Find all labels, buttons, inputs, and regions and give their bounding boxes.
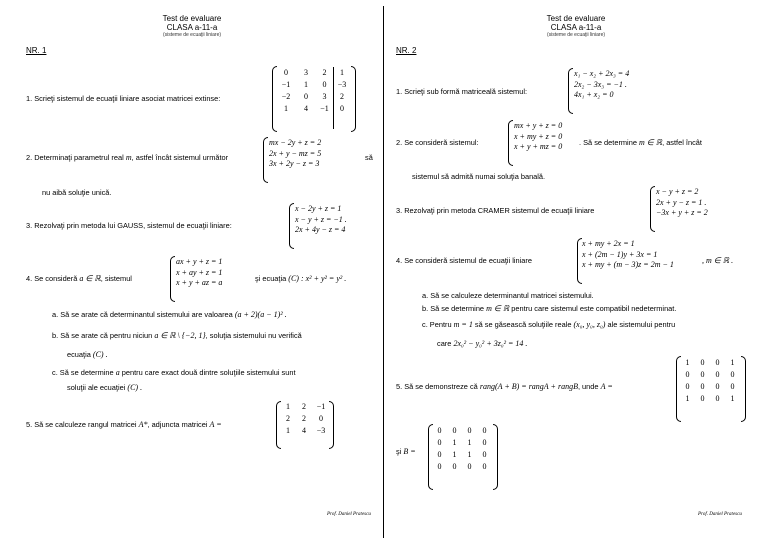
- cell: 4: [304, 104, 308, 113]
- cell: 1: [340, 68, 344, 77]
- cell: −1: [320, 104, 329, 113]
- problem-3-text: 3. Rezolvaţi prin metoda CRAMER sistemul de ecuaţii liniare: [396, 206, 595, 215]
- system-brace: [508, 120, 513, 166]
- topic-label: (sisteme de ecuaţii liniare): [546, 32, 606, 38]
- problem-4-text: 4. Se consideră sistemul de ecuaţii liniare: [396, 256, 532, 265]
- problem-3-text: 3. Rezolvaţi prin metoda lui GAUSS, sistemul de ecuaţii liniare:: [26, 221, 232, 230]
- matrix-paren-right: [351, 66, 356, 132]
- matrix-paren-right: [741, 356, 746, 422]
- problem-4a: a. Să se arate că determinantul sistemului are valoarea (a + 2)(a − 1)² .: [52, 310, 287, 319]
- cell: −2: [281, 92, 291, 101]
- extended-matrix: [276, 67, 351, 115]
- problem-1-text: 1. Scrieţi sub formă matriceală sistemul:: [396, 87, 528, 96]
- test-title: Test de evaluare: [162, 14, 222, 23]
- test-number: NR. 1: [26, 46, 47, 55]
- system-equations: x − 2y + z = 1 x − y + z = −1 . 2x + 4y − z = 4: [295, 204, 347, 234]
- system-brace: [289, 203, 294, 249]
- cell: 3: [304, 68, 308, 77]
- problem-5-text: 5. Să se calculeze rangul matricei A*, adjuncta matricei A =: [26, 420, 222, 429]
- augment-bar: [333, 67, 334, 129]
- system-equations: x + my + 2x = 1 x + (2m − 1)y + 3x = 1 x + my + (m − 3)z = 2m − 1: [582, 239, 674, 269]
- problem-2-text: 2. Determinaţi parametrul real m, astfel încât sistemul următor: [26, 153, 229, 162]
- cell: 1: [284, 104, 288, 113]
- system-brace: [650, 186, 655, 232]
- matrix-a: 1 0 0 1 0 0 0 0 0 0 0 0 1 0 0 1: [685, 358, 735, 403]
- signature: Prof. Daniel Pratescu: [698, 512, 742, 517]
- problem-2-cond: . Să se determine m ∈ ℝ, astfel încât: [579, 138, 702, 147]
- problem-5-and: şi B =: [396, 447, 416, 456]
- system-brace: [568, 68, 573, 114]
- problem-1-text: 1. Scrieţi sistemul de ecuaţii liniare asociat matricei extinse:: [26, 94, 221, 103]
- matrix-paren-right: [493, 424, 498, 490]
- matrix-a: 1 2 −1 2 2 0 1 4 −3: [286, 402, 326, 435]
- test-nr2: [384, 0, 768, 543]
- system-equations: mx + y + z = 0 x + my + z = 0 x + y + mz = 0: [514, 121, 563, 151]
- system-equations: ax + y + z = 1 x + ay + z = 1 x + y + az = a: [176, 257, 223, 287]
- problem-4-equation: şi ecuaţia (C) : x² + y² = y² .: [255, 274, 347, 283]
- problem-5-text: 5. Să se demonstreze că rang(A + B) = rangA + rangB, unde A =: [396, 382, 613, 391]
- problem-4-text: 4. Se consideră a ∈ ℝ, sistemul: [26, 274, 132, 283]
- problem-4c: c. Pentru m = 1 să se găsească soluţiile reale (x₀, y₀, z₀) ale sistemului pentru: [422, 320, 676, 329]
- cell: 3: [322, 92, 327, 101]
- cell: 2: [340, 92, 344, 101]
- signature: Prof. Daniel Pratescu: [327, 512, 371, 517]
- cell: −1: [281, 80, 291, 89]
- problem-4b-cont: ecuaţia (C) .: [67, 350, 108, 359]
- problem-4b: b. Să se determine m ∈ ℝ pentru care sistemul este compatibil nedeterminat.: [422, 304, 677, 313]
- class-label: CLASA a-11-a: [550, 23, 602, 32]
- problem-4a: a. Să se calculeze determinantul matricei sistemului.: [422, 291, 594, 300]
- system-brace: [263, 137, 268, 183]
- topic-label: (sisteme de ecuaţii liniare): [162, 32, 222, 38]
- problem-4-cond: , m ∈ ℝ .: [702, 256, 734, 265]
- problem-4b: b. Să se arate că pentru niciun a ∈ ℝ \ {−2, 1}, soluţia sistemului nu verifică: [52, 331, 302, 340]
- class-label: CLASA a-11-a: [166, 23, 218, 32]
- problem-2-line2: nu aibă soluţie unică.: [42, 188, 112, 197]
- cell: 0: [322, 80, 327, 89]
- test-number: NR. 2: [396, 46, 417, 55]
- problem-4c: c. Să se determine a pentru care exact două dintre soluţiile sistemului sunt: [52, 368, 296, 377]
- system-equations: mx − 2y + z = 2 2x + y − mz = 5 3x + 2y − z = 3: [269, 138, 322, 168]
- problem-2-suffix: să: [365, 153, 373, 162]
- cell: 2: [322, 68, 327, 77]
- cell: 0: [340, 104, 344, 113]
- system-equations: x₁ − x₂ + 2x₃ = 4 2x₂ − 3x₃ = −1 . 4x₁ + x₂ = 0: [574, 69, 630, 99]
- cell: 0: [284, 68, 288, 77]
- cell: −3: [337, 80, 347, 89]
- cell: 0: [304, 92, 308, 101]
- problem-2-line2: sistemul să admită numai soluţia banală.: [412, 172, 546, 181]
- problem-4c-cont: care 2x₀² − y₀² + 3z₀² = 14 .: [437, 339, 528, 348]
- problem-4c-cont: soluţii ale ecuaţiei (C) .: [67, 383, 143, 392]
- problem-2-text: 2. Se consideră sistemul:: [396, 138, 479, 147]
- header: [384, 14, 768, 39]
- system-equations: x − y + z = 2 2x + y − z = 1 . −3x + y + z = 2: [656, 187, 708, 217]
- matrix-paren-right: [329, 401, 334, 449]
- test-title: Test de evaluare: [546, 14, 606, 23]
- header: [0, 14, 384, 39]
- cell: 1: [304, 80, 308, 89]
- matrix-b: 0 0 0 0 0 1 1 0 0 1 1 0 0 0 0 0: [437, 426, 487, 471]
- system-brace: [170, 256, 175, 302]
